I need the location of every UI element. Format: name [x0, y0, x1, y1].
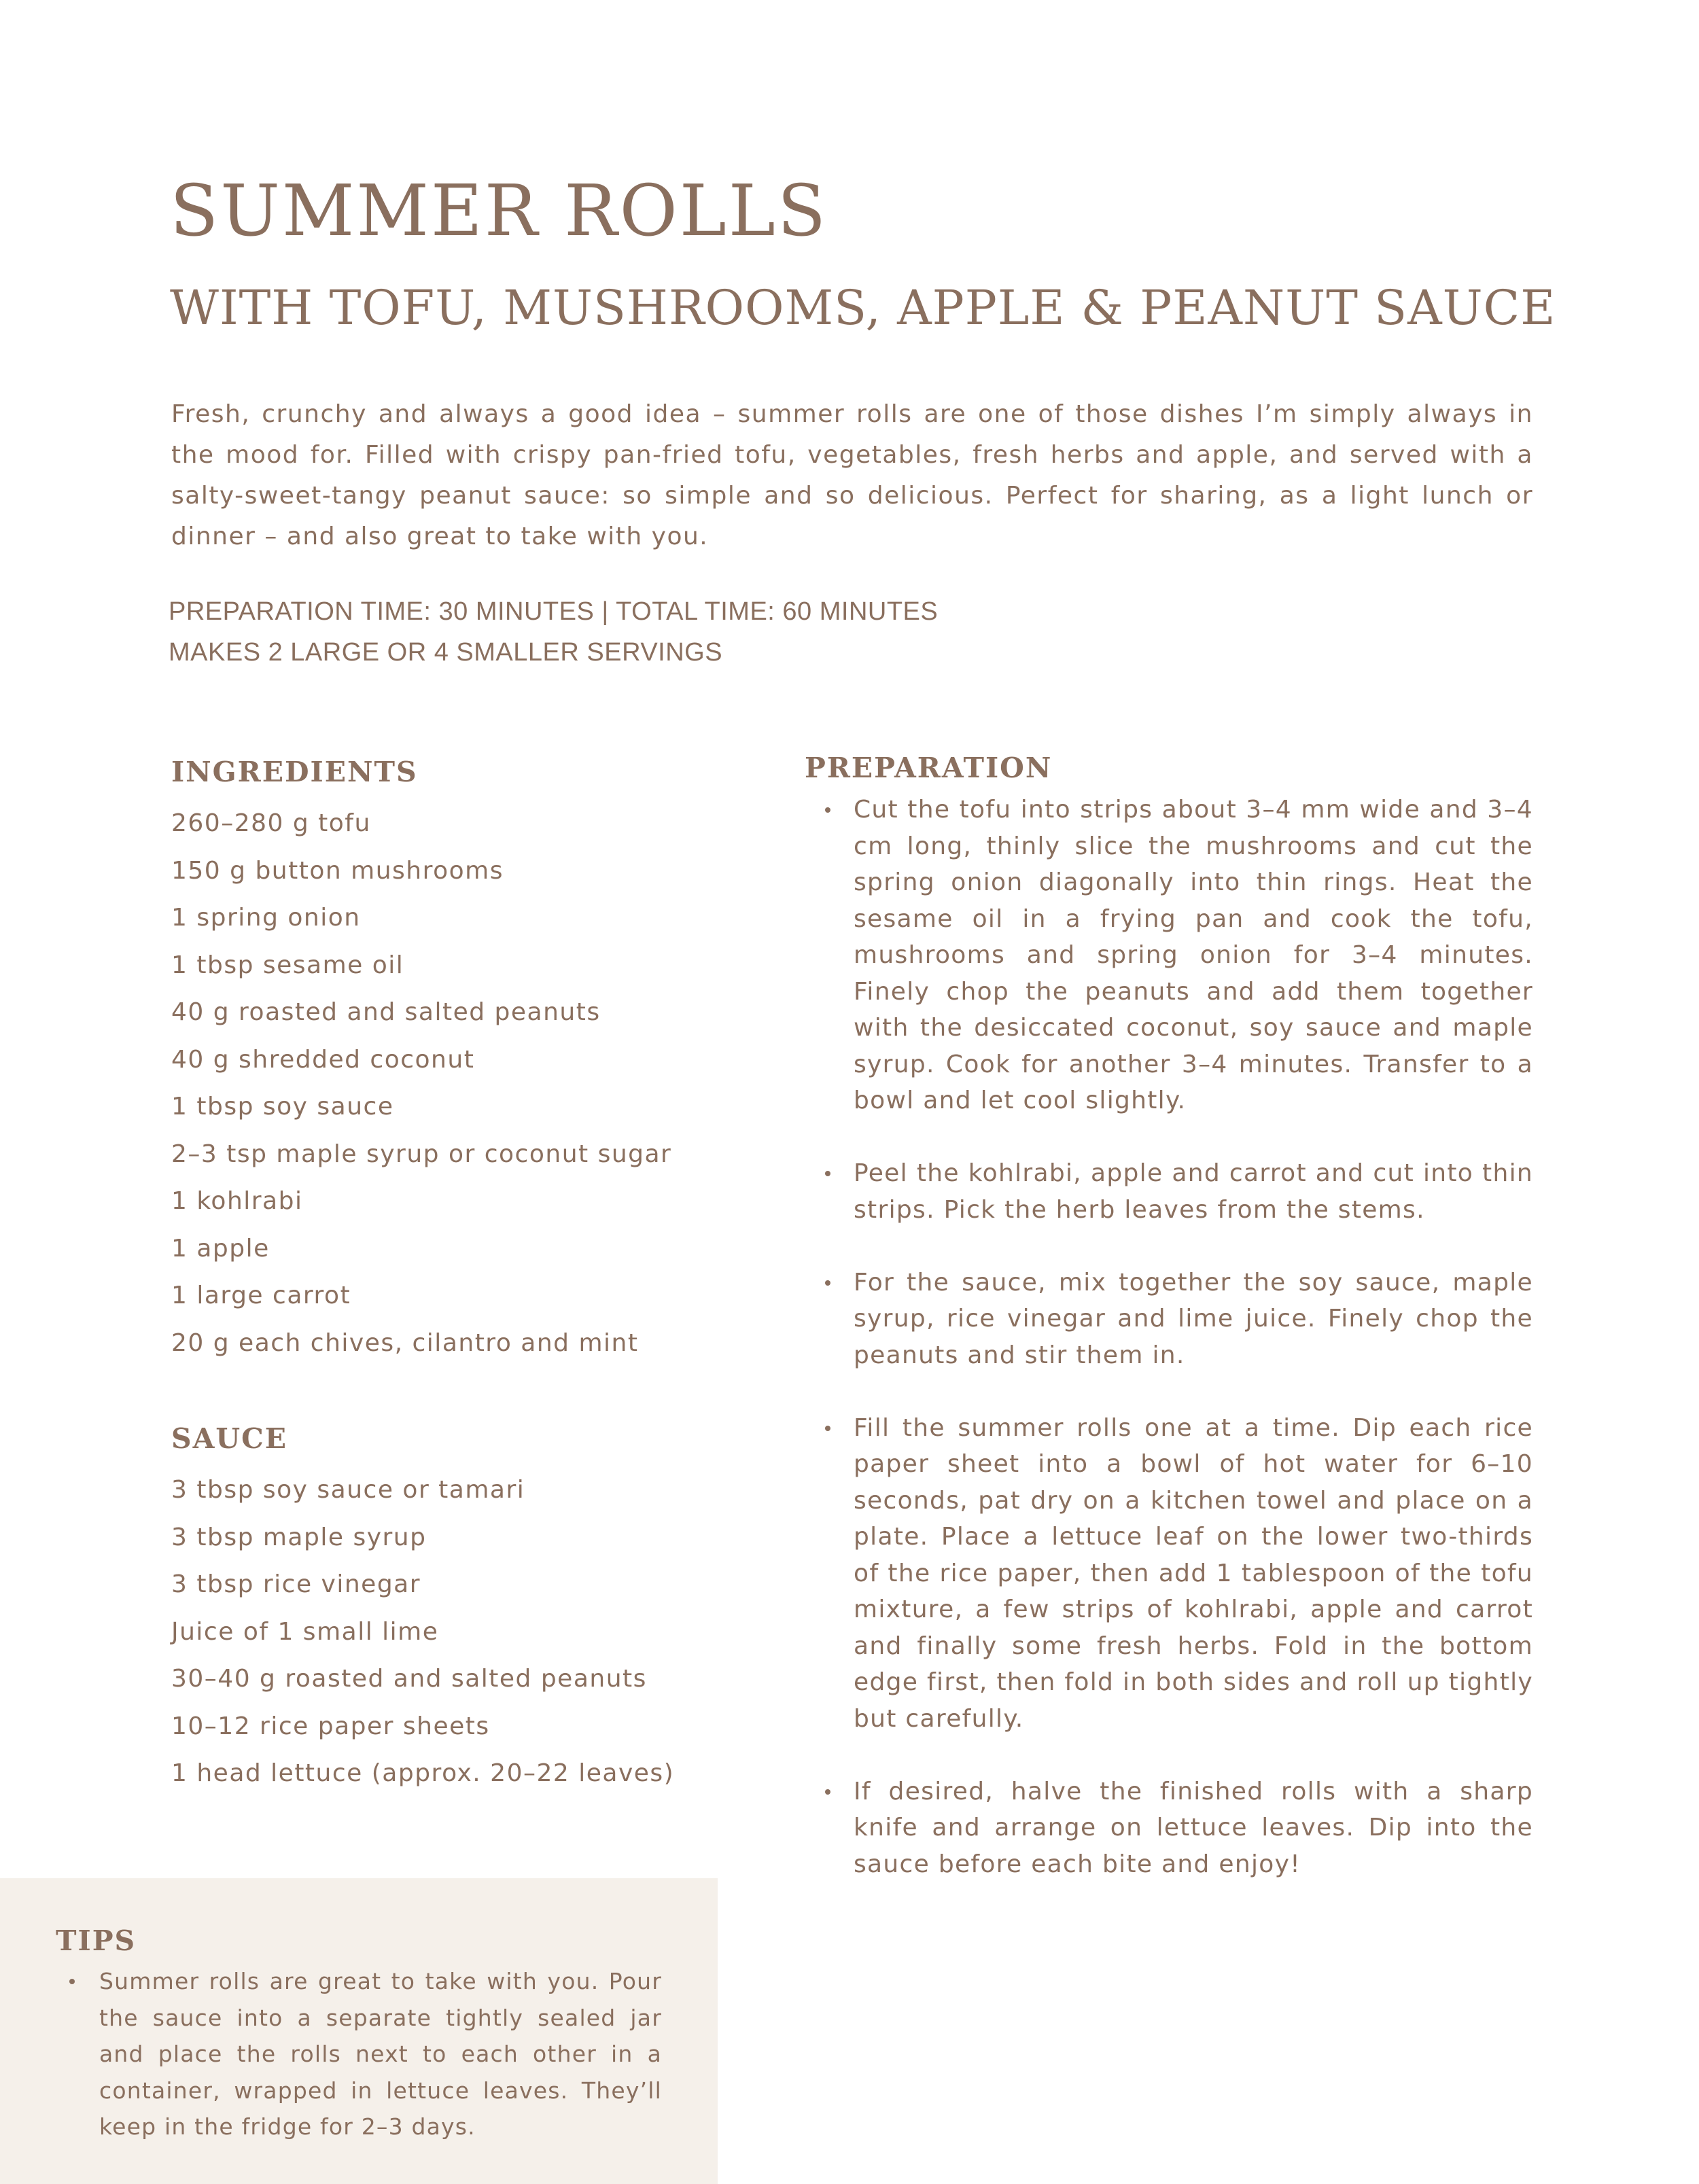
preparation-step: For the sauce, mix together the soy sauce, maple syrup, rice vinegar and lime juice. Finely chop the peanuts and stir them in.	[805, 1265, 1533, 1374]
preparation-step: If desired, halve the finished rolls with a sharp knife and arrange on lettuce leaves. Dip into the sauce before each bite and enjoy!	[805, 1774, 1533, 1883]
ingredient-item: 2–3 tsp maple syrup or coconut sugar	[171, 1140, 672, 1168]
ingredients-heading: INGREDIENTS	[171, 756, 418, 788]
ingredient-item: 1 spring onion	[171, 904, 361, 932]
tips-heading: TIPS	[56, 1924, 137, 1957]
sauce-item: 3 tbsp rice vinegar	[171, 1570, 421, 1598]
recipe-meta	[169, 591, 1256, 673]
sauce-list	[171, 1466, 783, 1797]
sauce-item: Juice of 1 small lime	[171, 1617, 439, 1646]
sauce-item: 30–40 g roasted and salted peanuts	[171, 1665, 647, 1693]
tip-item: Summer rolls are great to take with you. Pour the sauce into a separate tightly sealed jar and place the rolls next to each other in a container, wrapped in lettuce leaves. They’ll keep in the fridge for 2–3 days.	[56, 1963, 662, 2145]
sauce-section	[171, 1422, 783, 1797]
ingredient-item: 1 apple	[171, 1234, 270, 1263]
sauce-item: 3 tbsp soy sauce or tamari	[171, 1476, 525, 1504]
preparation-step: Peel the kohlrabi, apple and carrot and cut into thin strips. Pick the herb leaves from the stems.	[805, 1155, 1533, 1228]
preparation-steps	[805, 792, 1533, 1882]
ingredients-section	[171, 758, 783, 1367]
tips-box	[0, 1878, 718, 2184]
ingredients-list	[171, 800, 783, 1367]
sauce-item: 1 head lettuce (approx. 20–22 leaves)	[171, 1759, 675, 1787]
recipe-subtitle: WITH TOFU, MUSHROOMS, APPLE & PEANUT SAUCE	[170, 280, 1556, 336]
preparation-step: Cut the tofu into strips about 3–4 mm wide and 3–4 cm long, thinly slice the mushrooms and cut the spring onion diagonally into thin rings. Heat the sesame oil in a frying pan and cook the tofu, mushrooms and spring onion for 3–4 minutes. Finely chop the peanuts and add them together with the desiccated coconut, soy sauce and maple syrup. Cook for another 3–4 minutes. Transfer to a bowl and let cool slightly.	[805, 792, 1533, 1119]
ingredient-item: 1 tbsp soy sauce	[171, 1093, 394, 1121]
time-info: PREPARATION TIME: 30 MINUTES | TOTAL TIME: 60 MINUTES	[169, 597, 939, 626]
ingredient-item: 40 g shredded coconut	[171, 1045, 475, 1074]
recipe-title: SUMMER ROLLS	[170, 169, 828, 252]
ingredient-item: 20 g each chives, cilantro and mint	[171, 1328, 639, 1357]
ingredient-item: 1 tbsp sesame oil	[171, 951, 404, 979]
sauce-item: 3 tbsp maple syrup	[171, 1523, 427, 1551]
preparation-heading: PREPARATION	[805, 752, 1053, 784]
sauce-heading: SAUCE	[171, 1422, 288, 1455]
ingredient-item: 40 g roasted and salted peanuts	[171, 998, 601, 1026]
ingredient-item: 1 kohlrabi	[171, 1187, 303, 1215]
ingredient-item: 150 g button mushrooms	[171, 856, 504, 885]
preparation-section	[805, 754, 1533, 1919]
sauce-item: 10–12 rice paper sheets	[171, 1712, 490, 1740]
intro-paragraph: Fresh, crunchy and always a good idea – summer rolls are one of those dishes I’m simply always in the mood for. Filled with crispy pan-fried tofu, vegetables, fresh herbs and apple, and served with a salty-sweet-tangy peanut sauce: so simple and so delicious. Perfect for sharing, as a light lunch or dinner – and also great to take with you.	[171, 400, 1533, 550]
ingredient-item: 260–280 g tofu	[171, 809, 371, 837]
tips-content	[56, 1924, 662, 2145]
tips-list	[56, 1963, 662, 2145]
preparation-step: Fill the summer rolls one at a time. Dip each rice paper sheet into a bowl of hot water for 6–10 seconds, pat dry on a kitchen towel and place on a plate. Place a lettuce leaf on the lower two-thirds of the rice paper, then add 1 tablespoon of the tofu mixture, a few strips of kohlrabi, apple and carrot and finally some fresh herbs. Fold in the bottom edge first, then fold in both sides and roll up tightly but carefully.	[805, 1410, 1533, 1738]
ingredient-item: 1 large carrot	[171, 1282, 351, 1309]
servings-info: MAKES 2 LARGE OR 4 SMALLER SERVINGS	[169, 638, 723, 667]
